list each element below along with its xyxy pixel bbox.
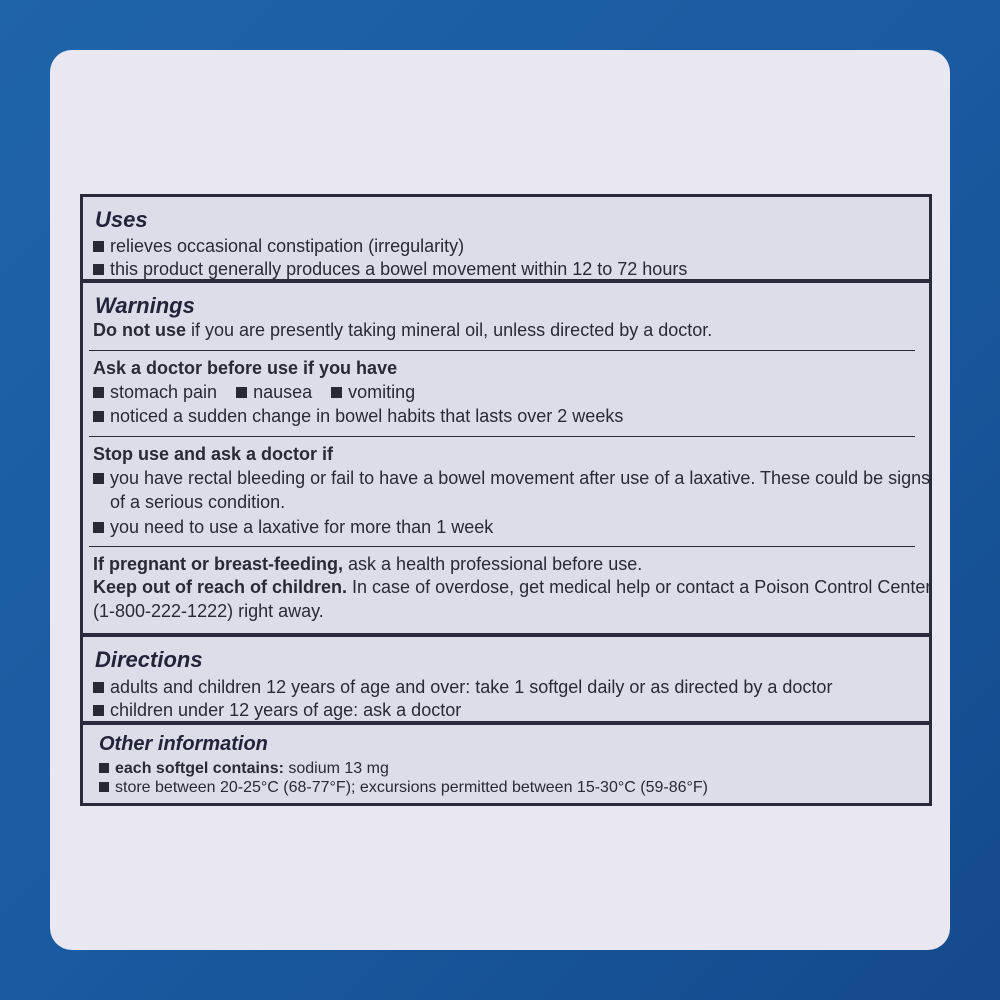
bullet-square-icon [236,387,247,398]
softgel-contents: each softgel contains: sodium 13 mg [99,759,389,778]
stop-use-item-2: you need to use a laxative for more than 1 week [93,516,493,538]
directions-heading: Directions [95,647,203,672]
divider [89,436,915,437]
bullet-square-icon [99,763,109,773]
warnings-heading: Warnings [95,293,195,318]
divider [89,350,915,351]
bullet-square-icon [93,522,104,533]
other-info-heading: Other information [99,733,268,755]
bullet-square-icon [93,705,104,716]
other-info-section [83,729,929,803]
uses-item-1: relieves occasional constipation (irregularity) [93,235,464,257]
warnings-section [83,287,932,637]
storage-info: store between 20-25°C (68-77°F); excursions permitted between 15-30°C (59-86°F) [99,778,708,797]
keep-out-warning: Keep out of reach of children. In case of overdose, get medical help or contact a Poison Control Center [93,577,932,597]
stop-use-item-1: you have rectal bleeding or fail to have a bowel movement after use of a laxative. These could be signs [93,467,930,489]
bullet-square-icon [93,411,104,422]
uses-item-2: this product generally produces a bowel movement within 12 to 72 hours [93,258,687,280]
bullet-square-icon [93,264,104,275]
drug-facts-label [80,194,932,806]
bullet-square-icon [331,387,342,398]
pregnant-warning: If pregnant or breast-feeding, ask a health professional before use. [93,554,643,574]
do-not-use: Do not use if you are presently taking mineral oil, unless directed by a doctor. [93,320,713,340]
bullet-square-icon [99,782,109,792]
directions-item-2: children under 12 years of age: ask a doctor [93,699,461,721]
poison-control-number: (1-800-222-1222) right away. [93,601,324,621]
stop-use-heading: Stop use and ask a doctor if [93,444,334,464]
bullet-square-icon [93,387,104,398]
ask-doctor-item-long: noticed a sudden change in bowel habits that lasts over 2 weeks [93,405,623,427]
ask-doctor-symptoms: stomach pain nausea vomiting [93,381,415,403]
divider [89,546,915,547]
uses-section [83,201,929,283]
stop-use-item-1-cont: of a serious condition. [110,492,286,512]
uses-heading: Uses [95,207,148,232]
ask-doctor-heading: Ask a doctor before use if you have [93,358,398,378]
bullet-square-icon [93,241,104,252]
directions-section [83,641,929,725]
bullet-square-icon [93,473,104,484]
bullet-square-icon [93,682,104,693]
directions-item-1: adults and children 12 years of age and over: take 1 softgel daily or as directed by a doctor [93,676,832,698]
